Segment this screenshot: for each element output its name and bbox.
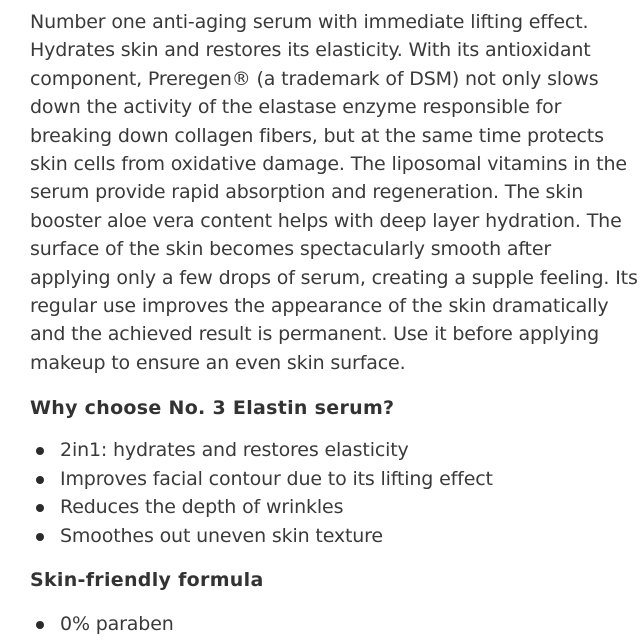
bullet-icon <box>36 504 44 512</box>
list-item <box>30 522 618 551</box>
intro-line: makeup to ensure an even skin surface. <box>30 351 406 374</box>
bullet-icon <box>36 447 44 455</box>
list-item-text: Smoothes out uneven skin texture <box>60 524 383 547</box>
intro-line: surface of the skin becomes spectacularly smooth after <box>30 238 552 261</box>
list-item <box>30 493 618 522</box>
intro-line: down the activity of the elastase enzyme responsible for <box>30 96 562 119</box>
list-item-text: Reduces the depth of wrinkles <box>60 496 344 519</box>
formula-heading: Skin-friendly formula <box>30 569 264 592</box>
intro-line: booster aloe vera content helps with deep layer hydration. The <box>30 209 622 232</box>
bullet-icon <box>36 621 44 629</box>
intro-line: and the achieved result is permanent. Use it before applying <box>30 323 599 346</box>
intro-line: serum provide rapid absorption and regeneration. The skin <box>30 181 584 204</box>
list-item-text: Improves facial contour due to its lifting effect <box>60 467 493 490</box>
list-item <box>30 465 618 494</box>
intro-line: Number one anti-aging serum with immediate lifting effect. <box>30 11 589 33</box>
intro-line: Hydrates skin and restores its elasticity. With its antioxidant <box>30 39 591 62</box>
list-item <box>30 436 618 465</box>
intro-line: applying only a few drops of serum, creating a supple feeling. Its <box>30 266 638 289</box>
intro-line: skin cells from oxidative damage. The liposomal vitamins in the <box>30 153 627 176</box>
intro-line: component, Preregen® (a trademark of DSM) not only slows <box>30 67 599 90</box>
intro-line: regular use improves the appearance of the skin dramatically <box>30 295 609 318</box>
list-item-text: 2in1: hydrates and restores elasticity <box>60 439 409 462</box>
intro-line: breaking down collagen fibers, but at the same time protects <box>30 124 604 147</box>
formula-list <box>30 610 618 639</box>
product-description <box>30 8 638 639</box>
why-choose-heading: Why choose No. 3 Elastin serum? <box>30 397 395 420</box>
list-item <box>30 610 618 639</box>
why-choose-list <box>30 436 618 550</box>
bullet-icon <box>36 476 44 484</box>
bullet-icon <box>36 533 44 541</box>
list-item-text: 0% paraben <box>60 613 174 636</box>
intro-paragraph <box>30 8 638 377</box>
